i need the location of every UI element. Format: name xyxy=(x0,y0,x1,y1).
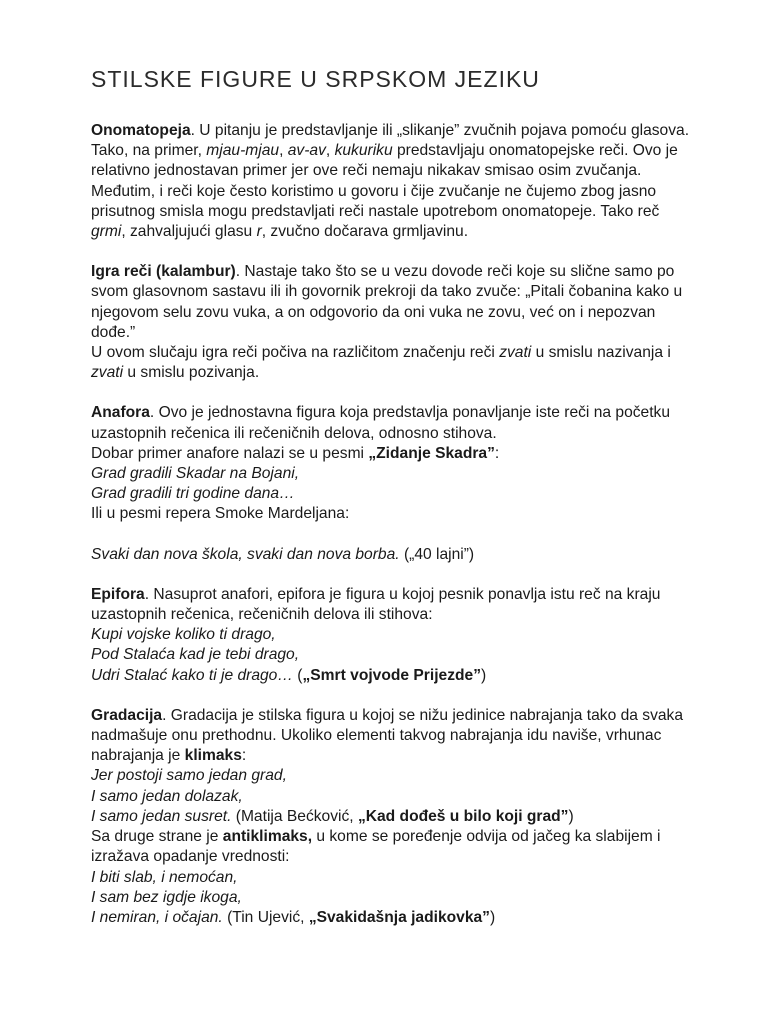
text: . Ovo je jednostavna figura koja predstavlja ponavljanje iste reči na početku uzastopnih rečenica ili rečeničnih delova, odnosno stihova. xyxy=(91,404,671,442)
source: („40 lajni”) xyxy=(399,545,475,563)
term-heading: Epifora xyxy=(91,585,145,603)
text: Dobar primer anafore nalazi se u pesmi xyxy=(91,444,369,462)
paragraph xyxy=(91,545,698,565)
verse-line: Pod Stalaća kad je tebi drago, xyxy=(91,646,300,664)
text: ) xyxy=(489,908,496,926)
text: u smislu nazivanja i xyxy=(531,344,671,362)
example-word: av-av xyxy=(287,142,326,160)
text: U ovom slučaju igra reči počiva na različitom značenju reči xyxy=(91,344,500,362)
song-title: „Kad dođeš u bilo koji grad” xyxy=(357,807,569,825)
text: : xyxy=(241,747,247,765)
term-heading: Anafora xyxy=(91,404,150,422)
text: . Gradacija je stilska figura u kojoj se nižu jedinice nabrajanja tako da svaka nadmašuje onu prethodnu. Ukoliko elementi takvog nabrajanja idu naviše, vrhunac nabrajanja je xyxy=(91,706,684,765)
text: ( xyxy=(292,666,303,684)
text: , xyxy=(279,142,288,160)
term-heading: Gradacija xyxy=(91,706,163,724)
text: u kome se poređenje odvija od jačeg ka slabijem i izražava opadanje vrednosti: xyxy=(91,828,661,866)
paragraph xyxy=(91,343,698,383)
text: (Tin Ujević, xyxy=(222,908,309,926)
verse-line: Kupi vojske koliko ti drago, xyxy=(91,626,276,644)
text: Sa druge strane je xyxy=(91,828,223,846)
term-heading: Igra reči (kalambur) xyxy=(91,263,236,281)
text: . Nastaje tako što se u vezu dovode reči koje su slične samo po svom glasovnom sastavu ili ih govornik prekroji da tako zvuče: „Pitali čobanina kako u njegovom selu zovu vuka, a on odgovorio da oni vuka ne zovu, već on i nepozvan dođe.” xyxy=(91,263,683,341)
text: predstavljaju onomatopejske reči. Ovo je relativno jednostavan primer jer ove reči nemaju nikakav smisao osim zvučanja. Međutim, i reči koje često koristimo u govoru i čije zvučanje ne čujemo zbog jasno prisutnog smisla mogu predstavljati reči nastale upotrebom onomatopeje. Tako reč xyxy=(91,142,678,220)
paragraph xyxy=(91,403,698,443)
text: (Matija Bećković, xyxy=(231,807,358,825)
paragraph xyxy=(91,908,698,928)
song-title: „Svakidašnja jadikovka” xyxy=(308,908,490,926)
paragraph: Ili u pesmi repera Smoke Mardeljana: xyxy=(91,505,350,523)
example-word: grmi xyxy=(91,223,122,241)
text: . Nasuprot anafori, epifora je figura u kojoj pesnik ponavlja istu reč na kraju uzastopnih rečenica, rečeničnih delova ili stihova: xyxy=(91,585,661,624)
term-keyword: klimaks xyxy=(184,747,242,765)
text: ) xyxy=(568,807,574,825)
text: , zahvaljujući glasu xyxy=(121,223,257,241)
verse-line: I sam bez igdje ikoga, xyxy=(91,888,242,906)
paragraph xyxy=(91,585,698,625)
paragraph xyxy=(91,666,698,686)
paragraph xyxy=(91,827,698,867)
paragraph xyxy=(91,262,698,343)
text: : xyxy=(494,444,500,462)
text: ) xyxy=(481,666,487,684)
section-igra-reci xyxy=(91,262,698,383)
verse-line: Grad gradili Skadar na Bojani, xyxy=(91,465,300,483)
term-heading: Onomatopeja xyxy=(91,122,191,139)
verse-line: I biti slab, i nemoćan, xyxy=(91,868,238,886)
example-word: mjau-mjau xyxy=(206,142,280,160)
text: , xyxy=(325,142,335,160)
verse-line: I samo jedan dolazak, xyxy=(91,787,243,805)
section-gradacija xyxy=(91,706,698,928)
verse-line: Udri Stalać kako ti je drago… xyxy=(91,666,293,684)
section-anafora xyxy=(91,403,698,564)
verse-line: I samo jedan susret. xyxy=(91,807,232,825)
verse-line: Jer postoji samo jedan grad, xyxy=(91,767,287,785)
text: . U pitanju je predstavljanje ili „slikanje” zvučnih pojava pomoću glasova. Tako, na primer, xyxy=(91,122,690,160)
paragraph xyxy=(91,121,698,242)
term-keyword: antiklimaks, xyxy=(222,828,313,846)
section-onomatopeja xyxy=(91,121,698,242)
verse-line: I nemiran, i očajan. xyxy=(91,908,223,926)
verse-line: Svaki dan nova škola, svaki dan nova borba. xyxy=(91,545,400,563)
verse-line: Grad gradili tri godine dana… xyxy=(91,485,295,503)
section-epifora xyxy=(91,585,698,686)
song-title: „Zidanje Skadra” xyxy=(368,444,495,462)
spacer xyxy=(91,525,698,545)
example-word: kukuriku xyxy=(334,142,393,160)
song-title: „Smrt vojvode Prijezde” xyxy=(302,666,481,684)
example-word: r xyxy=(256,223,262,241)
example-word: zvati xyxy=(91,364,124,382)
document-title: STILSKE FIGURE U SRPSKOM JEZIKU xyxy=(91,66,540,92)
example-word: zvati xyxy=(499,344,532,362)
text: u smislu pozivanja. xyxy=(123,364,260,382)
paragraph xyxy=(91,706,698,767)
paragraph xyxy=(91,807,698,827)
paragraph xyxy=(91,444,698,464)
text: , zvučno dočarava grmljavinu. xyxy=(261,223,469,241)
